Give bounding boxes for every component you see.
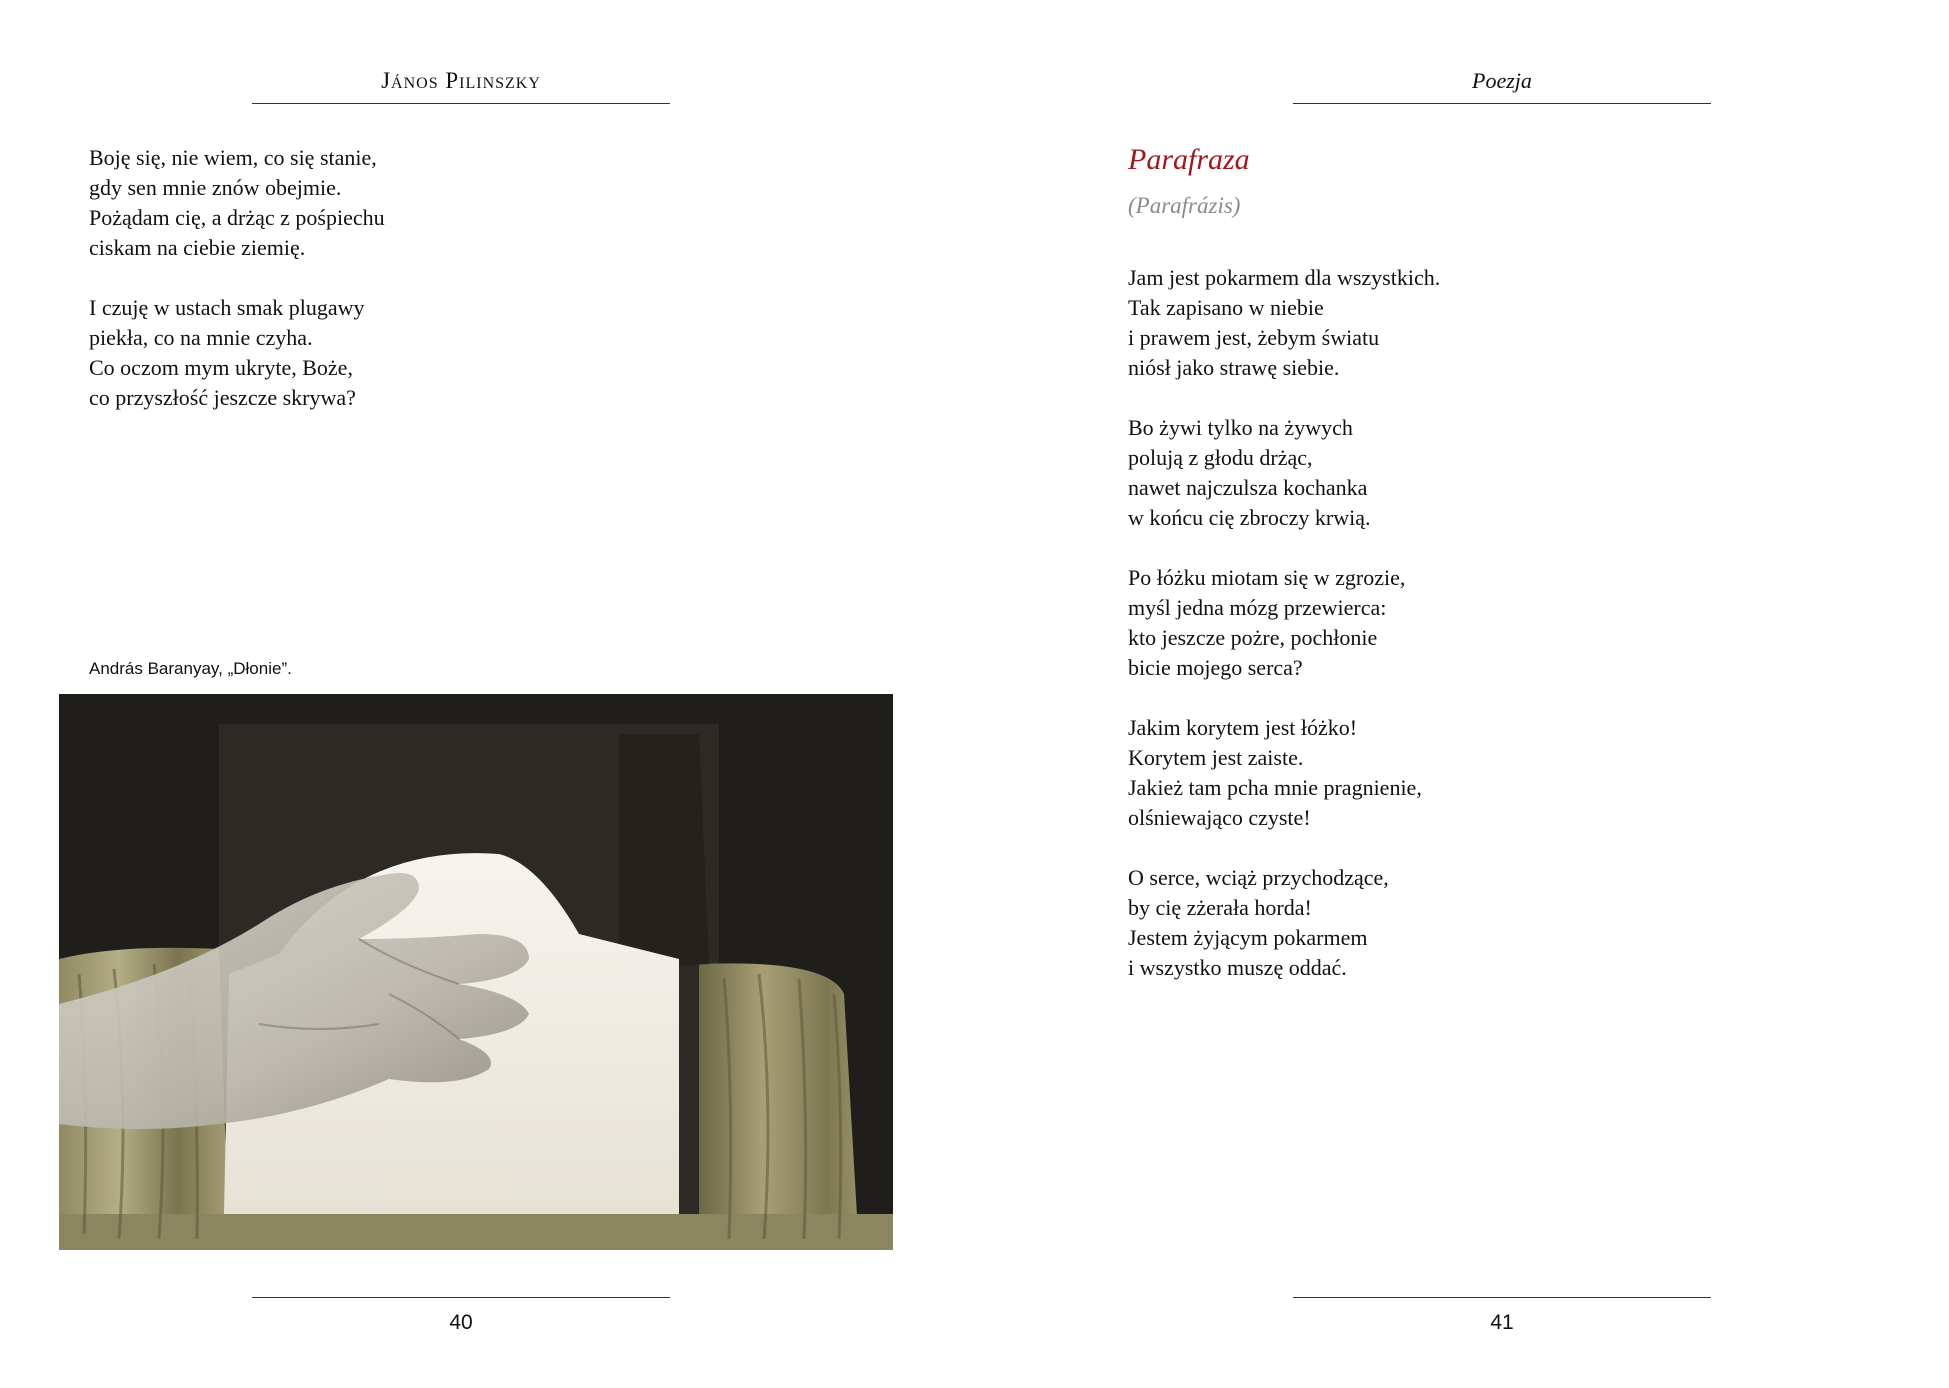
footer-rule bbox=[1293, 1297, 1711, 1298]
stanza bbox=[89, 143, 385, 263]
poem-line: kto jeszcze pożre, pochłonie bbox=[1128, 625, 1378, 650]
poem-line: Jestem żyjącym pokarmem bbox=[1128, 925, 1368, 950]
poem-line: olśniewająco czyste! bbox=[1128, 805, 1311, 830]
poem-title: Parafraza bbox=[1128, 143, 1250, 176]
poem-line: piekła, co na mnie czyha. bbox=[89, 325, 313, 350]
poem-line: w końcu cię zbroczy krwią. bbox=[1128, 505, 1371, 530]
page-number: 41 bbox=[1490, 1311, 1514, 1334]
figure-caption: András Baranyay, „Dłonie”. bbox=[89, 659, 292, 678]
stanza bbox=[1128, 413, 1440, 533]
poem-line: Tak zapisano w niebie bbox=[1128, 295, 1324, 320]
poem-line: gdy sen mnie znów obejmie. bbox=[89, 175, 342, 200]
header-rule bbox=[1293, 103, 1711, 104]
poem-line: co przyszłość jeszcze skrywa? bbox=[89, 385, 356, 410]
poem-line: I czuję w ustach smak plugawy bbox=[89, 295, 365, 320]
footer-rule bbox=[252, 1297, 670, 1298]
poem-line: Jam jest pokarmem dla wszystkich. bbox=[1128, 265, 1441, 290]
artwork-photo bbox=[59, 694, 893, 1250]
stanza bbox=[89, 293, 385, 413]
poem-line: Po łóżku miotam się w zgrozie, bbox=[1128, 565, 1406, 590]
left-page bbox=[0, 0, 974, 1388]
poem-line: Jakież tam pcha mnie pragnienie, bbox=[1128, 775, 1422, 800]
poem-line: by cię zżerała horda! bbox=[1128, 895, 1312, 920]
stanza bbox=[1128, 263, 1440, 383]
poem-line: Bo żywi tylko na żywych bbox=[1128, 415, 1353, 440]
poem-line: i prawem jest, żebym światu bbox=[1128, 325, 1380, 350]
artwork-illustration bbox=[59, 694, 893, 1250]
poem-line: ciskam na ciebie ziemię. bbox=[89, 235, 306, 260]
running-head-section: Poezja bbox=[1472, 68, 1532, 93]
poem-continuation bbox=[89, 143, 385, 443]
running-head-author: János Pilinszky bbox=[381, 68, 541, 93]
right-page bbox=[975, 0, 1949, 1388]
poem-line: Korytem jest zaiste. bbox=[1128, 745, 1304, 770]
poem-line: polują z głodu drżąc, bbox=[1128, 445, 1313, 470]
poem-line: Jakim korytem jest łóżko! bbox=[1128, 715, 1358, 740]
stanza bbox=[1128, 563, 1440, 683]
poem-line: Pożądam cię, a drżąc z pośpiechu bbox=[89, 205, 385, 230]
stanza bbox=[1128, 713, 1440, 833]
stanza bbox=[1128, 863, 1440, 983]
poem-line: niósł jako strawę siebie. bbox=[1128, 355, 1340, 380]
poem-line: bicie mojego serca? bbox=[1128, 655, 1303, 680]
poem-line: i wszystko muszę oddać. bbox=[1128, 955, 1347, 980]
poem-line: Boję się, nie wiem, co się stanie, bbox=[89, 145, 377, 170]
poem-line: nawet najczulsza kochanka bbox=[1128, 475, 1368, 500]
page-number: 40 bbox=[449, 1311, 473, 1334]
header-rule bbox=[252, 103, 670, 104]
poem-line: O serce, wciąż przychodzące, bbox=[1128, 865, 1389, 890]
poem-body bbox=[1128, 263, 1440, 1013]
poem-line: myśl jedna mózg przewierca: bbox=[1128, 595, 1387, 620]
poem-line: Co oczom mym ukryte, Boże, bbox=[89, 355, 353, 380]
poem-original-title: (Parafrázis) bbox=[1128, 193, 1241, 218]
